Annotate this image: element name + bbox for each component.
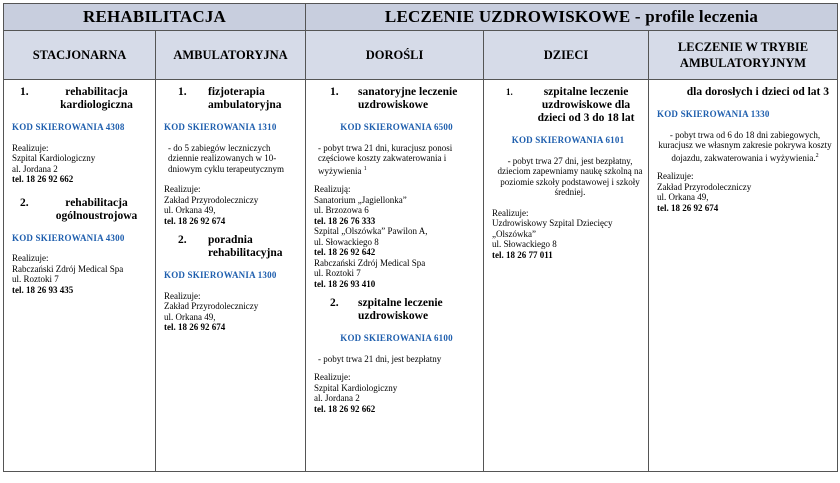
list-item [12,86,151,112]
list-item [314,297,479,323]
list-item [657,86,833,99]
footnote-ref: 2 [815,152,819,159]
item-number: 2. [178,234,187,246]
col-tryb-ambulatoryjny [649,80,838,472]
referral-code: KOD SKIEROWANIA 1330 [657,109,770,119]
provider-label: Realizuje: [657,171,694,181]
referral-code: KOD SKIEROWANIA 4308 [12,122,125,132]
footnote-ref: 1 [363,165,367,172]
provider-phone: tel. 18 26 92 642 [314,247,376,257]
provider-label: Realizują: [314,184,351,194]
item-title: szpitalne leczenie uzdrowiskowe dla dzieci od 3 do 18 lat [537,86,635,124]
provider-phone: tel. 18 26 92 662 [314,403,376,414]
provider-name: Zakład Przyrodoleczniczy [164,194,259,205]
provider-address: al. Jordana 2 [12,163,58,174]
item-title: szpitalne leczenie uzdrowiskowe [358,297,443,322]
spa-table [3,3,838,472]
list-item [314,86,479,112]
col-ambulatoryjna [156,80,306,472]
provider-name: Zakład Przyrodoleczniczy [657,181,752,192]
list-item [492,86,644,125]
provider-phone: tel. 18 26 93 435 [12,284,74,295]
col-dorosli [306,80,484,472]
subheader-stacjonarna: STACJONARNA [4,31,156,80]
list-item [164,86,301,112]
provider-label: Realizuje: [164,290,201,301]
referral-code: KOD SKIEROWANIA 6500 [340,122,453,132]
provider-name: Sanatorium „Jagiellonka” [314,194,407,205]
provider-name: Rabczański Zdrój Medical Spa [314,257,426,268]
provider-phone: tel. 18 26 92 662 [12,174,74,184]
provider-label: Realizuje: [12,253,49,263]
referral-code: KOD SKIEROWANIA 6101 [511,135,625,145]
provider-label: Realizuje: [164,184,201,194]
provider-phone: tel. 18 26 77 011 [492,249,553,260]
provider-address: al. Jordana 2 [314,393,360,403]
item-title: sanatoryjne leczenie uzdrowiskowe [358,86,458,111]
provider-name: Szpital Kardiologiczny [12,153,96,163]
subheader-dorosli: DOROŚLI [306,31,484,80]
stay-note: - pobyt trwa 21 dni, jest bezpłatny [318,353,442,364]
provider-address: ul. Orkana 49, [657,192,709,202]
provider-address: ul. Słowackiego 8 [492,239,557,249]
list-item [12,197,151,223]
item-title: poradnia rehabilitacyjna [208,234,283,259]
provider-label: Realizuje: [12,142,49,153]
referral-code: KOD SKIEROWANIA 1310 [164,122,277,132]
list-item [164,234,301,260]
provider-address: ul. Roztoki 7 [314,268,361,278]
item-number: 1. [20,86,29,98]
item-number: 1. [506,87,513,97]
provider-phone: tel. 18 26 76 333 [314,215,376,226]
provider-name: Szpital Kardiologiczny [314,382,398,393]
item-number: 1. [330,86,339,98]
item-number: 1. [178,86,187,98]
provider-label: Realizuje: [314,372,351,382]
provider-address: ul. Brzozowa 6 [314,205,369,215]
referral-code: KOD SKIEROWANIA 6100 [340,333,453,343]
stay-note-text: - pobyt trwa 21 dni, kuracjusz ponosi częściowe koszty zakwaterowania i wyżywienia [318,142,453,176]
header-leczenie-uzdrowiskowe: LECZENIE UZDROWISKOWE - profile leczenia [306,4,838,31]
provider-address: ul. Słowackiego 8 [314,236,379,247]
subheader-tryb-ambulatoryjny: LECZENIE W TRYBIE AMBULATORYJNYM [649,31,838,80]
provider-label: Realizuje: [492,207,529,218]
provider-phone: tel. 18 26 92 674 [164,215,226,226]
provider-name: Szpital „Olszówka” Pawilon A, [314,226,428,236]
item-number: 2. [20,196,29,209]
provider-address: ul. Orkana 49, [164,311,216,322]
stay-note [314,143,479,177]
item-title: rehabilitacja ogólnoustrojowa [55,196,138,222]
provider-name: Uzdrowiskowy Szpital Dziecięcy „Olszówka” [492,218,613,239]
stay-note [657,130,833,164]
header-rehabilitacja: REHABILITACJA [4,4,306,31]
col-stacjonarna [4,80,156,472]
item-title: dla dorosłych i dzieci od lat 3 [686,86,830,98]
stay-note: - pobyt trwa 27 dni, jest bezpłatny, dzieciom zapewniamy naukę szkolną na poziomie szkoły podstawowej i szkoły średniej. [497,155,643,197]
item-title: rehabilitacja kardiologiczna [60,86,133,111]
provider-name: Rabczański Zdrój Medical Spa [12,263,124,274]
referral-code: KOD SKIEROWANIA 1300 [164,270,277,280]
item-number: 2. [330,297,339,309]
provider-phone: tel. 18 26 93 410 [314,278,376,289]
subheader-ambulatoryjna: AMBULATORYJNA [156,31,306,80]
stay-note-text: - pobyt trwa od 6 do 18 dni zabiegowych, kuracjusz we własnym zakresie pokrywa koszty dojazdu, zakwaterowania i wyżywienia. [658,129,832,163]
stay-note: - do 5 zabiegów leczniczych dziennie realizowanych w 10-dniowym cyklu terapeutycznym [168,142,284,174]
referral-code: KOD SKIEROWANIA 4300 [12,232,125,243]
provider-address: ul. Roztoki 7 [12,274,59,284]
provider-phone: tel. 18 26 92 674 [657,202,719,213]
item-title: fizjoterapia ambulatoryjna [208,86,282,111]
provider-address: ul. Orkana 49, [164,205,216,215]
col-dzieci [484,80,649,472]
provider-phone: tel. 18 26 92 674 [164,322,226,332]
provider-name: Zakład Przyrodoleczniczy [164,301,259,311]
subheader-dzieci: DZIECI [484,31,649,80]
